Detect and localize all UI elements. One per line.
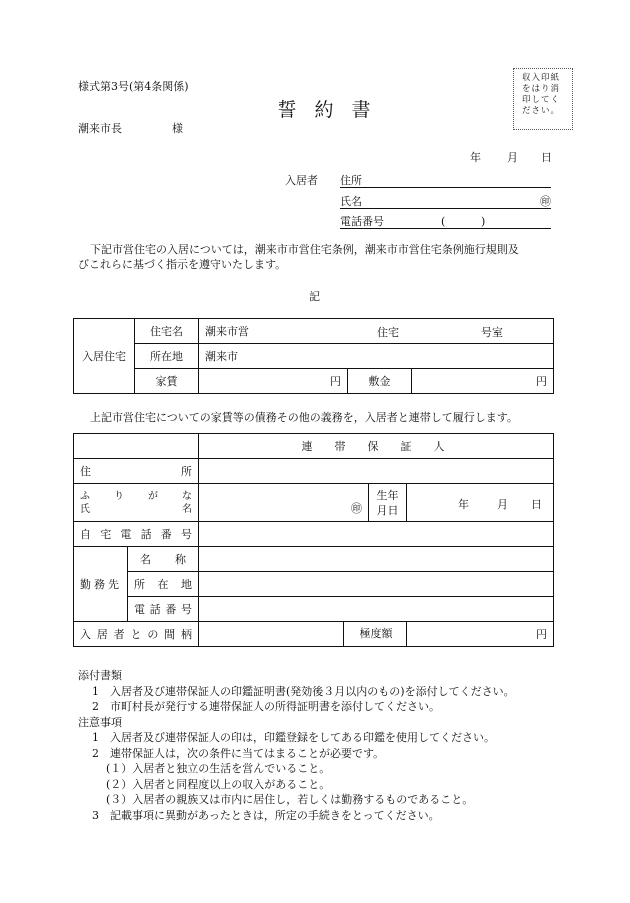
applicant-seal-mark: ㊞ [540, 195, 551, 208]
housing-location-value: 潮来市 [205, 350, 238, 363]
applicant-address-field[interactable] [340, 174, 551, 188]
form-label: 様式第3号(第4条関係) [78, 80, 189, 93]
note-subitem-1: (１）入居者と独立の生活を営んでいること。 [106, 762, 331, 775]
work-location-label: 所 在 地 [134, 578, 192, 591]
deposit-label: 敷金 [348, 369, 412, 394]
deposit-cell[interactable] [412, 369, 554, 394]
attachment-item-2: 2 市町村長が発行する連帯保証人の所得証明書を添付してください。 [92, 700, 440, 713]
date-month: 月 [507, 151, 518, 164]
limit-yen-unit: 円 [536, 628, 548, 641]
guarantor-address-label-cell [74, 459, 199, 484]
applicant-name-field[interactable] [340, 195, 551, 209]
stamp-text-3: 印してく [522, 95, 561, 105]
guarantor-name-label: 氏 名 [80, 503, 192, 515]
work-name-label: 名 称 [140, 553, 186, 566]
birth-label-1: 生年 [376, 488, 399, 502]
rent-label: 家賃 [135, 369, 199, 394]
date-year: 年 [470, 151, 481, 164]
note-item-2: 2 連帯保証人は，次の条件に当てはまることが必要です。 [92, 746, 385, 760]
applicant-phone-label: 電話番号 [340, 215, 384, 228]
date-day: 日 [541, 151, 552, 164]
note-subitem-3: (３）入居者の親族又は市内に居住し，若しくは勤務するものであること。 [106, 793, 474, 806]
birth-day: 日 [531, 498, 542, 511]
work-name-label-cell [128, 547, 199, 572]
work-phone-label: 電 話 番 号 [134, 603, 192, 616]
note-item-1: 1 入居者及び連帯保証人の印は，印鑑登録をしてある印鑑を使用してください。 [92, 731, 495, 744]
birth-year: 年 [458, 498, 469, 511]
furigana-label: ふ り が な [80, 490, 192, 502]
work-label: 勤務先 [74, 547, 128, 622]
guarantor-table [73, 433, 554, 647]
relation-cell[interactable] [199, 622, 407, 647]
home-phone-label-cell [74, 522, 199, 547]
birth-label-cell [369, 484, 407, 522]
housing-table [73, 318, 554, 394]
rent-cell[interactable] [199, 369, 348, 394]
birth-month: 月 [497, 498, 508, 511]
ki-heading: 記 [309, 290, 320, 303]
limit-label: 極度額 [343, 622, 407, 646]
relation-label: 入 居 者 と の 間 柄 [80, 628, 192, 641]
deposit-yen-unit: 円 [536, 375, 547, 388]
guarantor-header-blank [74, 434, 199, 459]
applicant-address-label: 住所 [340, 174, 362, 187]
notes-heading: 注意事項 [78, 715, 122, 729]
birth-label-2: 月日 [376, 503, 399, 517]
housing-section-label: 入居住宅 [74, 319, 135, 394]
home-phone-cell[interactable] [199, 522, 554, 547]
work-name-cell[interactable] [199, 547, 554, 572]
document-title: 誓約書 [277, 99, 389, 121]
housing-room-label: 号室 [481, 326, 503, 339]
guarantor-name-cell[interactable] [199, 484, 369, 522]
stamp-text-2: をはり消 [522, 84, 561, 94]
guarantor-seal-mark: ㊞ [351, 502, 362, 515]
work-location-label-cell [128, 572, 199, 597]
addressee-honorific: 様 [172, 122, 183, 135]
birth-date-cell[interactable] [407, 484, 554, 522]
attachments-heading: 添付書類 [78, 669, 122, 682]
housing-name-label: 住宅名 [135, 319, 199, 344]
body-paragraph-line-3: 上記市営住宅についての家賃等の債務その他の義務を，入居者と連帯して履行します。 [90, 411, 518, 424]
limit-cell[interactable] [407, 622, 554, 647]
work-phone-label-cell [128, 597, 199, 622]
guarantor-address-cell[interactable] [199, 459, 554, 484]
housing-name-cell[interactable] [199, 319, 554, 344]
guarantor-address-label: 住 所 [80, 465, 192, 478]
work-location-cell[interactable] [199, 572, 554, 597]
applicant-name-label: 氏名 [340, 195, 362, 208]
attachment-item-1: 1 入居者及び連帯保証人の印鑑証明書(発効後３月以内のもの)を添付してください。 [92, 684, 515, 698]
body-paragraph-line-1: 下記市営住宅の入居については，潮来市市営住宅条例，潮来市市営住宅条例施行規則及 [90, 243, 519, 256]
housing-jutaku-label: 住宅 [377, 326, 399, 339]
relation-label-cell [74, 622, 199, 647]
guarantor-furigana-name-label-cell [74, 484, 199, 522]
attachments-section [78, 668, 515, 823]
housing-location-label: 所在地 [135, 344, 199, 369]
applicant-label: 入居者 [285, 174, 318, 187]
note-item-3: 3 記載事項に異動があったときは，所定の手続きをとってください。 [92, 808, 440, 822]
body-paragraph-line-2: びこれらに基づく指示を遵守いたします。 [78, 258, 287, 271]
note-subitem-2: (２）入居者と同程度以上の収入があること。 [106, 777, 331, 791]
home-phone-label: 自 宅 電 話 番 号 [80, 528, 192, 541]
phone-paren-close: ) [481, 215, 486, 228]
rent-yen-unit: 円 [330, 375, 341, 388]
guarantor-header: 連帯保証人 [199, 434, 554, 459]
housing-location-cell[interactable] [199, 344, 554, 369]
applicant-phone-field[interactable] [340, 215, 551, 229]
phone-paren-open: ( [441, 215, 446, 228]
work-phone-cell[interactable] [199, 597, 554, 622]
addressee-name: 潮来市長 [78, 122, 122, 135]
stamp-text-1: 収入印紙 [522, 73, 561, 83]
stamp-text-4: ださい。 [522, 106, 561, 116]
housing-name-value: 潮来市営 [205, 325, 249, 338]
